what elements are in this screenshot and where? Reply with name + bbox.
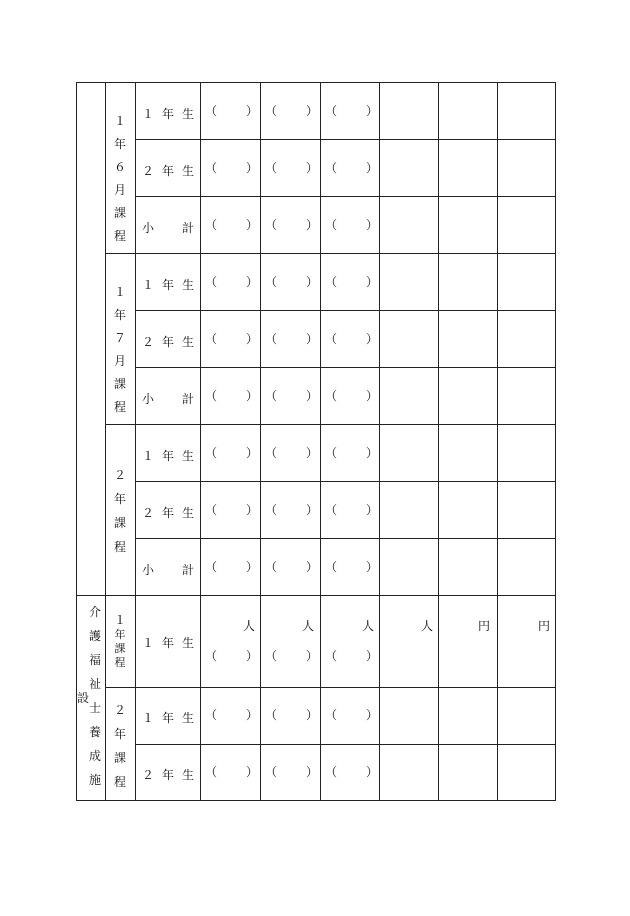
unit-label: 人 (243, 619, 256, 633)
label-char: 護 (88, 629, 101, 643)
paren-close: ） (306, 765, 319, 779)
row-label-part: 年 (161, 636, 174, 650)
label-char: 程 (113, 229, 126, 243)
row-label-part: 計 (181, 563, 194, 577)
label-char: 祉 (88, 677, 101, 691)
column-divider (320, 82, 321, 801)
paren-close: ） (246, 503, 259, 517)
paren-close: ） (246, 446, 259, 460)
paren-close: ） (246, 275, 259, 289)
paren-open: （ (265, 708, 278, 722)
group-label (110, 628, 130, 670)
paren-close: ） (246, 104, 259, 118)
row-label-part: １ (142, 711, 155, 725)
paren-open: （ (265, 560, 278, 574)
label-char: 年 (113, 492, 126, 506)
unit-label: 円 (538, 619, 551, 633)
paren-close: ） (246, 708, 259, 722)
row-label-part: 年 (161, 107, 174, 121)
unit-label: 人 (302, 619, 315, 633)
column-divider (200, 82, 201, 801)
row-divider (135, 139, 556, 140)
paren-close: ） (366, 218, 379, 232)
label-char: ６ (113, 160, 126, 174)
paren-open: （ (205, 218, 218, 232)
row-label (142, 561, 194, 578)
paren-open: （ (265, 161, 278, 175)
paren-open: （ (325, 332, 338, 346)
paren-close: ） (306, 708, 319, 722)
paren-open: （ (265, 765, 278, 779)
paren-open: （ (265, 218, 278, 232)
row-label-part: 生 (181, 107, 194, 121)
paren-close: ） (246, 649, 259, 663)
paren-open: （ (265, 104, 278, 118)
unit-label: 人 (362, 619, 375, 633)
row-divider (135, 538, 556, 539)
row-label-part: 生 (181, 278, 194, 292)
paren-open: （ (205, 649, 218, 663)
row-divider (135, 310, 556, 311)
paren-close: ） (366, 560, 379, 574)
row-label (142, 390, 194, 407)
paren-close: ） (246, 161, 259, 175)
row-label (142, 447, 194, 464)
label-char: 介 (88, 605, 101, 619)
label-char: 課 (113, 751, 126, 765)
row-label-part: 小 (142, 221, 155, 235)
row-label-part: 生 (181, 506, 194, 520)
column-divider (135, 82, 136, 801)
paren-open: （ (325, 560, 338, 574)
paren-close: ） (246, 218, 259, 232)
label-char: 福 (88, 653, 101, 667)
row-label (142, 709, 194, 726)
label-char: 養 (88, 725, 101, 739)
row-label (142, 634, 194, 651)
paren-open: （ (205, 275, 218, 289)
row-label-part: 年 (161, 711, 174, 725)
enrollment-table (76, 82, 556, 801)
row-label (142, 504, 194, 521)
group-label (111, 612, 129, 628)
row-label-part: 小 (142, 563, 155, 577)
row-label-part: 生 (181, 449, 194, 463)
label-char: ２ (113, 703, 126, 717)
label-char: 課 (113, 377, 126, 391)
facility-label-extra: 設 (77, 691, 90, 705)
paren-open: （ (325, 389, 338, 403)
row-label-part: １ (142, 278, 155, 292)
label-char: 程 (113, 400, 126, 414)
row-label-part: 年 (161, 768, 174, 782)
paren-close: ） (366, 708, 379, 722)
group-label (111, 281, 129, 419)
paren-open: （ (325, 218, 338, 232)
paren-close: ） (306, 104, 319, 118)
row-label (142, 162, 194, 179)
row-label-part: 生 (181, 711, 194, 725)
row-label-part: 年 (161, 335, 174, 349)
label-char: 程 (114, 656, 126, 669)
paren-close: ） (366, 503, 379, 517)
paren-open: （ (265, 503, 278, 517)
row-label-part: 年 (161, 278, 174, 292)
paren-close: ） (306, 446, 319, 460)
paren-close: ） (306, 161, 319, 175)
paren-open: （ (205, 446, 218, 460)
paren-close: ） (306, 389, 319, 403)
row-label-part: 小 (142, 392, 155, 406)
paren-close: ） (366, 765, 379, 779)
label-char: 施 (88, 773, 101, 787)
label-char: 課 (113, 206, 126, 220)
column-divider (260, 82, 261, 801)
outer-label-divider (105, 82, 106, 595)
label-char: 成 (88, 749, 101, 763)
group-label (111, 463, 129, 559)
paren-close: ） (366, 332, 379, 346)
row-label-part: ２ (142, 335, 155, 349)
paren-close: ） (366, 389, 379, 403)
paren-close: ） (306, 503, 319, 517)
paren-open: （ (325, 708, 338, 722)
row-label-part: 年 (161, 449, 174, 463)
paren-open: （ (325, 104, 338, 118)
row-label (142, 105, 194, 122)
column-divider (379, 82, 380, 801)
group-divider (105, 253, 556, 254)
row-label-part: 生 (181, 636, 194, 650)
label-char: 年 (114, 628, 126, 641)
label-char: 年 (113, 308, 126, 322)
label-char: 課 (113, 516, 126, 530)
row-label-part: 生 (181, 335, 194, 349)
paren-open: （ (205, 765, 218, 779)
row-label (142, 219, 194, 236)
paren-close: ） (246, 389, 259, 403)
paren-close: ） (246, 765, 259, 779)
label-char: 程 (113, 540, 126, 554)
paren-close: ） (366, 649, 379, 663)
row-label-part: 生 (181, 164, 194, 178)
paren-close: ） (306, 218, 319, 232)
row-divider (135, 481, 556, 482)
row-label-part: １ (142, 107, 155, 121)
paren-open: （ (205, 560, 218, 574)
row-label-part: 年 (161, 164, 174, 178)
row-label-part: 計 (181, 392, 194, 406)
row-label-part: 年 (161, 506, 174, 520)
paren-open: （ (205, 332, 218, 346)
label-char: 程 (113, 775, 126, 789)
label-char: ７ (113, 331, 126, 345)
row-label-part: １ (142, 636, 155, 650)
paren-open: （ (205, 708, 218, 722)
paren-open: （ (265, 275, 278, 289)
paren-open: （ (205, 389, 218, 403)
row-divider (135, 367, 556, 368)
paren-close: ） (366, 446, 379, 460)
row-label-part: 生 (181, 768, 194, 782)
column-divider (497, 82, 498, 801)
group-label (111, 698, 129, 794)
paren-open: （ (265, 649, 278, 663)
column-divider (438, 82, 439, 801)
row-label-part: ２ (142, 768, 155, 782)
label-char: 課 (114, 642, 126, 655)
row-label (142, 766, 194, 783)
paren-open: （ (325, 503, 338, 517)
row-label (142, 276, 194, 293)
label-char: １ (113, 114, 126, 128)
label-char: 士 (88, 701, 101, 715)
label-char: 月 (113, 354, 126, 368)
paren-open: （ (265, 389, 278, 403)
label-char: １ (113, 613, 126, 627)
paren-open: （ (205, 104, 218, 118)
outer-label-divider (105, 595, 106, 801)
section-divider (76, 595, 556, 596)
row-label-part: １ (142, 449, 155, 463)
paren-close: ） (246, 332, 259, 346)
paren-close: ） (306, 332, 319, 346)
label-char: 月 (113, 183, 126, 197)
unit-label: 円 (478, 619, 491, 633)
paren-open: （ (325, 161, 338, 175)
paren-close: ） (306, 649, 319, 663)
paren-open: （ (325, 275, 338, 289)
row-label (142, 333, 194, 350)
unit-label: 人 (421, 619, 434, 633)
paren-close: ） (366, 161, 379, 175)
label-char: ２ (113, 468, 126, 482)
group-divider (105, 687, 556, 688)
paren-close: ） (306, 560, 319, 574)
paren-open: （ (205, 503, 218, 517)
group-label (111, 110, 129, 248)
label-char: １ (113, 285, 126, 299)
paren-open: （ (265, 332, 278, 346)
paren-open: （ (325, 765, 338, 779)
paren-close: ） (246, 560, 259, 574)
paren-close: ） (366, 104, 379, 118)
group-divider (105, 424, 556, 425)
row-label-part: ２ (142, 506, 155, 520)
label-char: 年 (113, 137, 126, 151)
row-label-part: ２ (142, 164, 155, 178)
row-divider (135, 744, 556, 745)
paren-close: ） (366, 275, 379, 289)
paren-open: （ (265, 446, 278, 460)
paren-close: ） (306, 275, 319, 289)
paren-open: （ (205, 161, 218, 175)
row-label-part: 計 (181, 221, 194, 235)
label-char: 年 (113, 727, 126, 741)
paren-open: （ (325, 649, 338, 663)
row-divider (135, 196, 556, 197)
paren-open: （ (325, 446, 338, 460)
